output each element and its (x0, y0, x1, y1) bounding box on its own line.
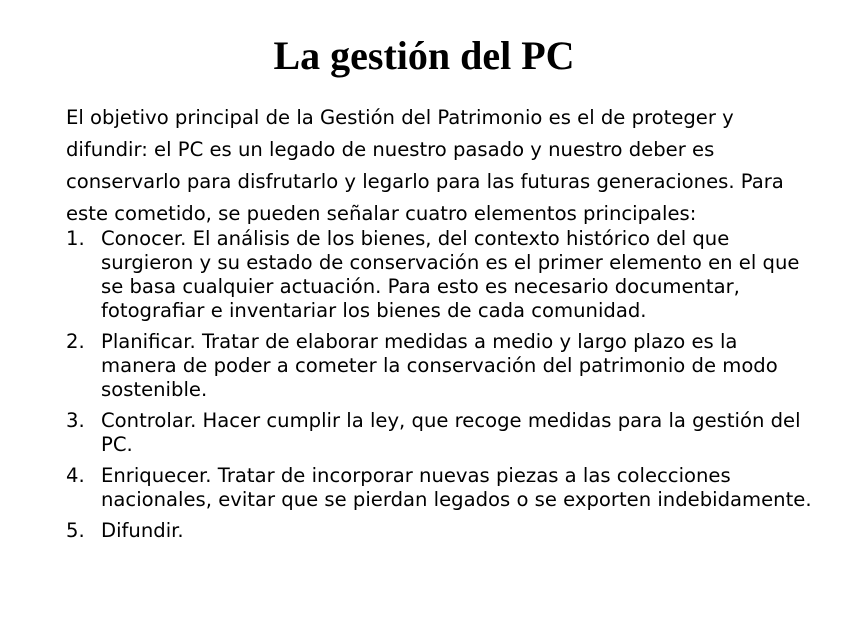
list-item-text: Controlar. Hacer cumplir la ley, que recoge medidas para la gestión del PC. (101, 409, 801, 456)
list-item-number: 3. (66, 409, 85, 432)
list-item-number: 4. (66, 464, 85, 487)
numbered-list (66, 227, 816, 550)
list-item (66, 519, 816, 543)
intro-paragraph: El objetivo principal de la Gestión del Patrimonio es el de proteger y difundir: el PC es un legado de nuestro pasado y nuestro deber es conservarlo para disfrutarlo y legarlo para las futuras generaciones. Para este cometido, se pueden señalar cuatro elementos principales: (66, 106, 784, 225)
list-item-text: Conocer. El análisis de los bienes, del contexto histórico del que surgieron y su estado de conservación es el primer elemento en el que se basa cualquier actuación. Para esto es necesario documentar, fotografiar e inventariar los bienes de cada comunidad. (101, 227, 800, 322)
list-item (66, 409, 816, 457)
list-item-number: 5. (66, 519, 85, 542)
list-item (66, 227, 816, 323)
list-item (66, 330, 816, 402)
list-item-text: Difundir. (101, 519, 184, 542)
list-item-text: Enriquecer. Tratar de incorporar nuevas piezas a las colecciones nacionales, evitar que se pierdan legados o se exporten indebidamente. (101, 464, 812, 511)
list-item-text: Planificar. Tratar de elaborar medidas a medio y largo plazo es la manera de poder a cometer la conservación del patrimonio de modo sostenible. (101, 330, 778, 401)
slide-title: La gestión del PC (273, 33, 575, 78)
list-item-number: 1. (66, 227, 85, 250)
list-item-number: 2. (66, 330, 85, 353)
list-item (66, 464, 816, 512)
